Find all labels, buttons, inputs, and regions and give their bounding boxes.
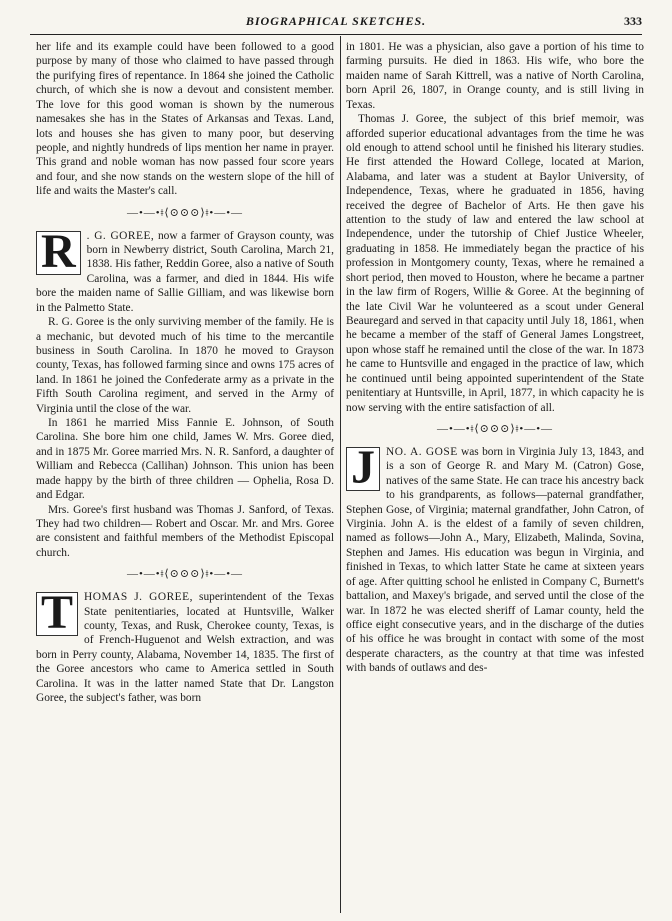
drop-cap: J — [346, 447, 380, 491]
column-divider — [340, 36, 341, 913]
paragraph-text: now a farmer of Grayson county, was born in Newberry district, South Carolina, March 21, 1838. His father, Reddin Goree, also a native of South Carolina, was a farmer, and died in 1844. His wife bore the maiden name of Sallie Gilliam, and was likewise born in the Palmetto State. — [36, 229, 334, 314]
ornament-divider: —•—•ǂ⟨⊙⊙⊙⟩ǂ•—•— — [126, 568, 244, 581]
page-header — [30, 12, 642, 35]
sketch-name: NO. A. GOSE — [386, 445, 458, 458]
left-column — [36, 40, 334, 706]
page-number: 333 — [624, 14, 642, 28]
sketch-jno-a-gose — [346, 440, 644, 676]
paragraph-text: superintendent of the Texas State penitentiaries, located at Huntsville, Walker county, Texas, and Rusk, Cherokee county, Texas, is of French-Huguenot and Welsh extraction, and was born in Perry county, Alabama, November 14, 1835. The first of the Goree ancestors who came to America settled in South Carolina. It was in the latter named State that Dr. Langston Goree, the subject's father, was born — [36, 591, 334, 705]
paragraph-text: was born in Virginia July 13, 1843, and is a son of George R. and Mary M. (Catron) Gose, natives of the same State. He can trace his ancestry back to his grandparents, as follows—paternal grandfather, Stephen Gose, of Virginia; maternal grandfather, John Catron, of Virginia. John A. is the eldest of a family of seven children, named as follows—John A., Mary, Elizabeth, Malinda, Sovina, Stephen and James. His education was begun in Virginia, and finished in Texas, to which latter State he came at sixteen years of age. After quitting school he enlisted in Company C, Burnett's battalion, and Maxey's brigade, and served until the close of the war. In 1872 he was elected sheriff of Lamar county, held the office eight consecutive years, and in the discharge of the duties of his office he was brought in contact with some of the most desperate characters, as the country at that time was infested with bands of outlaws and des- — [346, 445, 644, 675]
drop-cap: T — [36, 592, 78, 636]
paragraph: Mrs. Goree's first husband was Thomas J. Sanford, of Texas. They had two children— Robert and Oscar. Mr. and Mrs. Goree are consistent and faithful members of the Methodist Episcopal church. — [36, 503, 334, 559]
sketch-thomas-j-goree — [36, 586, 334, 705]
sketch-r-g-goree — [36, 224, 334, 316]
paragraph: R. G. Goree is the only surviving member of the family. He is a mechanic, but devoted much of his time to the mercantile business in South Carolina. In 1870 he moved to Grayson county, Texas, has followed farming since and owns 175 acres of land. In 1861 he joined the Confederate army as a private in the Fifth South Carolina regiment, and served in the Army of Virginia until the close of the war. — [36, 316, 334, 415]
paragraph: In 1861 he married Miss Fannie E. Johnson, of South Carolina. She bore him one child, James W. Mrs. Goree died, and in 1875 Mr. Goree married Mrs. N. R. Sanford, a daughter of William and Rebecca (Callihan) Johnson. This union has been made happy by the birth of three children — Ophelia, Rosa D. and Edgar. — [36, 417, 334, 502]
ornament-divider: —•—•ǂ⟨⊙⊙⊙⟩ǂ•—•— — [436, 422, 554, 435]
paragraph: in 1801. He was a physician, also gave a portion of his time to farming pursuits. He died in 1863. His wife, who bore the maiden name of Sarah Kittrell, was a native of North Carolina, born April 26, 1807, in Orange county, and is still living in Texas. — [346, 41, 644, 111]
sketch-name: HOMAS J. GOREE, — [84, 591, 193, 604]
paragraph: her life and its example could have been followed to a good purpose by many of those who claimed to have passed through the purifying fires of repentance. In 1864 she joined the Catholic church, of which she is now a devout and consistent member. The love for this good woman is shown by the numerous namesakes she has in the States of Arkansas and Texas. Land, lots and houses she has given to many poor, but deserving people, and nightly hundreds of lips mention her name in prayer. This grand and noble woman has now passed four score years and four, and she now stands on the western slope of the hill of life and waits the Master's call. — [36, 41, 334, 198]
ornament-divider: —•—•ǂ⟨⊙⊙⊙⟩ǂ•—•— — [126, 206, 244, 219]
sketch-name: . G. GOREE, — [86, 229, 155, 242]
drop-cap: R — [36, 231, 81, 275]
paragraph: Thomas J. Goree, the subject of this brief memoir, was afforded superior educational advantages from the time he was old enough to attend school until he finished his literary studies. He first attended the Howard College, located at Marion, Alabama, and later was a student at Baylor University, of Independence, Texas, where he graduated in 1856, having received the degree of Bachelor of Arts. He then gave his attention to the study of law and entered the law school at Independence, under the tutorship of Chief Justice Wheeler, graduating in 1858. He immediately began the practice of his profession in Montgomery county, Texas, where he remained a short period, then moved to Houston, where he became a partner in the law firm of Rogers, Willie & Goree. At the beginning of the late Civil War he volunteered as a scout under General Beauregard and served in that capacity until July 18, 1861, when he became a member of the staff of General James Longstreet, upon whose staff he remained until the close of the war. In 1873 he came to Huntsville and engaged in the practice of law, which he continued until being appointed superintendent of the State penitentiary at Huntsville, in April, 1877, in which capacity he is now serving with the entire satisfaction of all. — [346, 113, 644, 414]
right-column — [346, 40, 644, 676]
running-title: BIOGRAPHICAL SKETCHES. — [245, 14, 427, 28]
